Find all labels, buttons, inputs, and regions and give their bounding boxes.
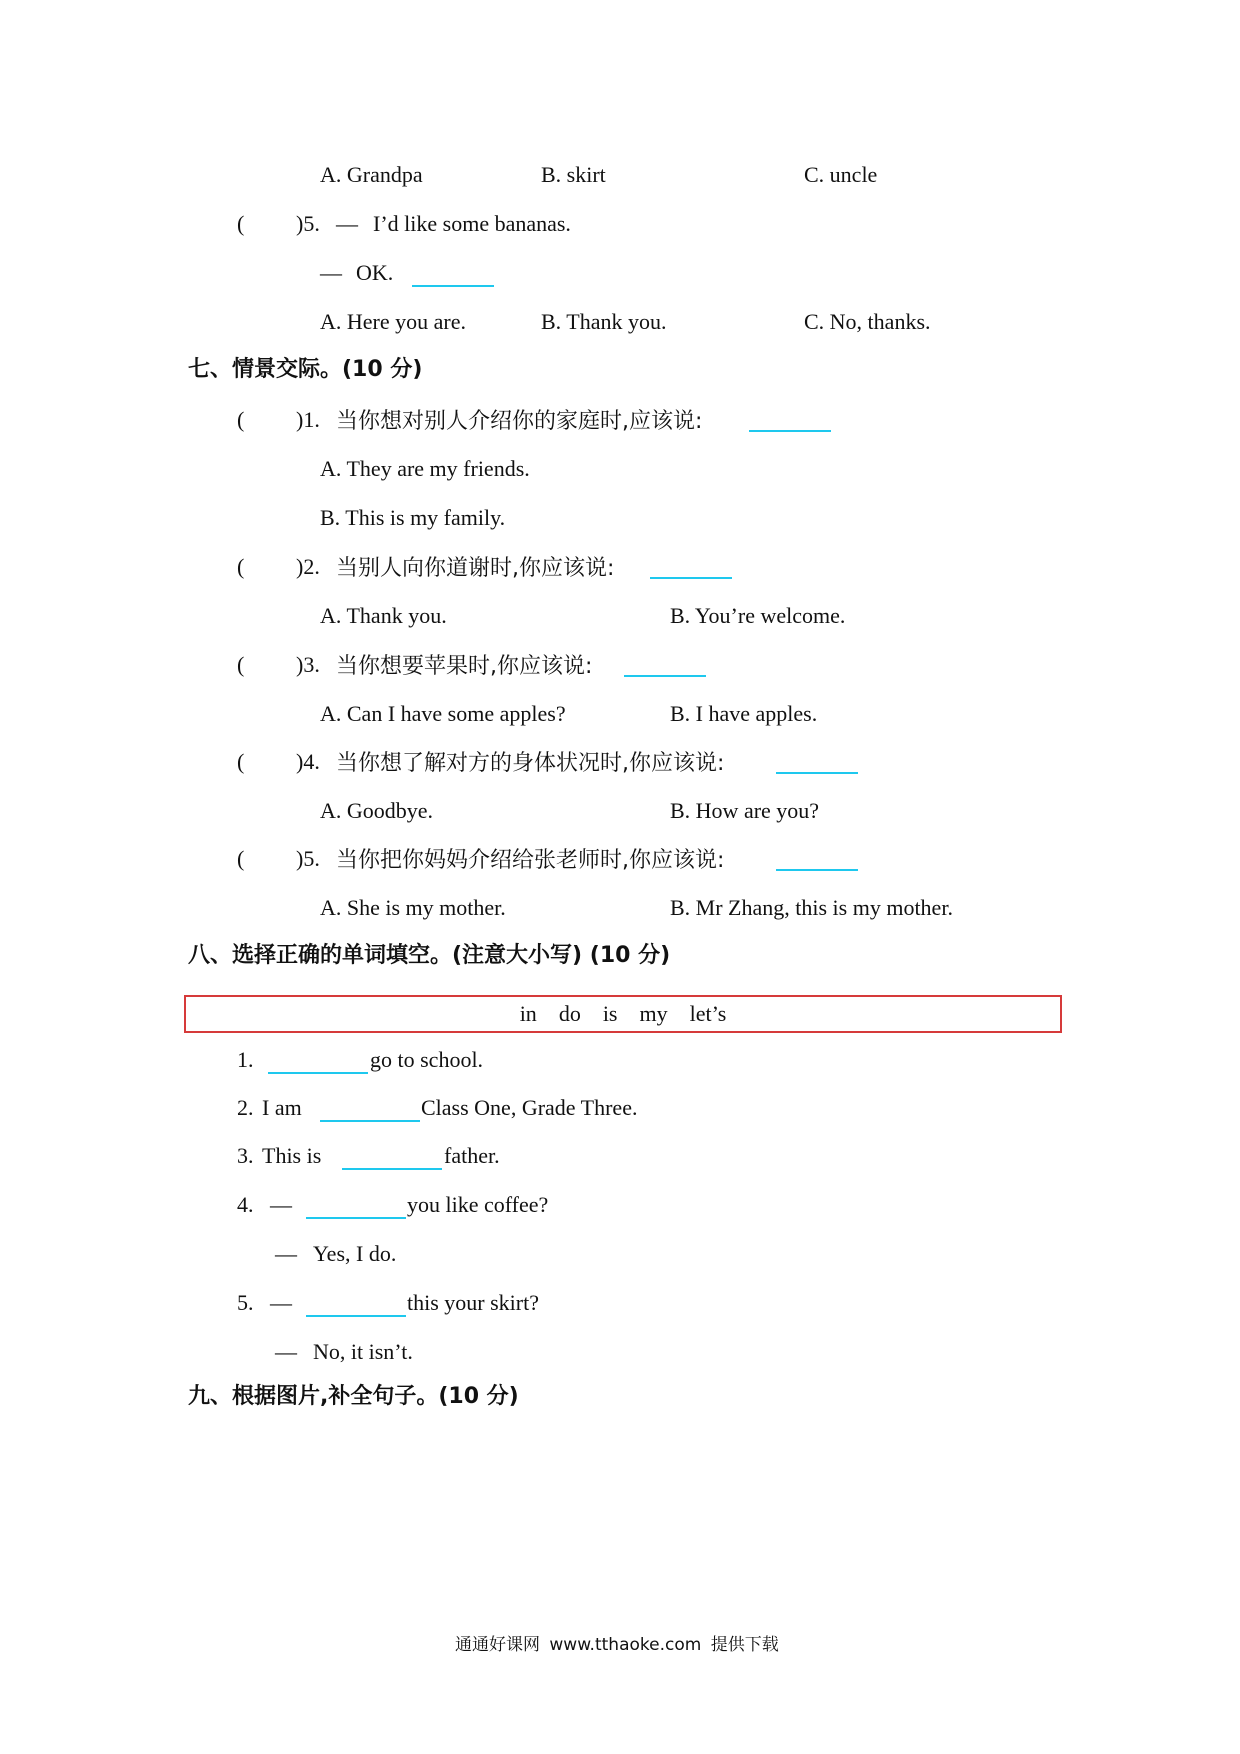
s8-q4-reply-dash: —: [275, 1241, 297, 1266]
s7-q1-blank[interactable]: [749, 408, 831, 437]
s8-q5-reply-dash: —: [275, 1339, 297, 1364]
s7-q4-option-b: B. How are you?: [670, 798, 820, 823]
word-bank: [186, 1001, 1060, 1027]
word-bank-box: [184, 995, 1062, 1033]
s7-q3-option-a: A. Can I have some apples?: [320, 701, 566, 726]
section7-title: 七、情景交际。(10 分): [188, 357, 423, 382]
section9-title: 九、根据图片,补全句子。(10 分): [188, 1384, 519, 1409]
s7-q2-prompt: 当别人向你道谢时,你应该说:: [336, 556, 615, 581]
s8-q4-reply: Yes, I do.: [313, 1241, 397, 1266]
section8-title: 八、选择正确的单词填空。(注意大小写) (10 分): [188, 943, 671, 968]
s7-q3-blank[interactable]: [624, 653, 706, 682]
q5-option-b: B. Thank you.: [541, 309, 667, 334]
q5-number: )5.: [296, 211, 320, 236]
footer: [455, 1630, 779, 1655]
word-bank-item: in: [519, 1001, 537, 1026]
s7-q1-paren: (: [237, 407, 245, 432]
footer-suffix: 提供下载: [710, 1635, 779, 1655]
q4-option-c: C. uncle: [804, 162, 878, 187]
s8-q4-dash: —: [270, 1192, 292, 1217]
s7-q5-prompt: 当你把你妈妈介绍给张老师时,你应该说:: [336, 848, 725, 873]
s7-q1-option-a: A. They are my friends.: [320, 456, 530, 481]
s8-q5-dash: —: [270, 1290, 292, 1315]
q5-dash: —: [336, 211, 358, 236]
s8-q4-after: you like coffee?: [407, 1192, 549, 1217]
s7-q1-prompt: 当你想对别人介绍你的家庭时,应该说:: [336, 409, 703, 434]
s8-q5-number: 5.: [237, 1290, 254, 1315]
s8-q3-before: This is: [262, 1143, 322, 1168]
q5-dash2: —: [320, 260, 342, 285]
s8-q1-blank[interactable]: [268, 1050, 368, 1079]
s8-q4-number: 4.: [237, 1192, 254, 1217]
s7-q1-option-b: B. This is my family.: [320, 505, 506, 530]
s7-q4-blank[interactable]: [776, 750, 858, 779]
s7-q5-blank[interactable]: [776, 847, 858, 876]
s7-q2-number: )2.: [296, 554, 320, 579]
s8-q1-after: go to school.: [370, 1047, 484, 1072]
q5-paren: (: [237, 211, 245, 236]
footer-url[interactable]: www.tthaoke.com: [549, 1635, 702, 1655]
s8-q2-blank[interactable]: [320, 1098, 420, 1127]
s7-q5-option-a: A. She is my mother.: [320, 895, 506, 920]
s7-q4-prompt: 当你想了解对方的身体状况时,你应该说:: [336, 751, 725, 776]
s7-q3-paren: (: [237, 652, 245, 677]
s8-q5-after: this your skirt?: [407, 1290, 539, 1315]
q5-line2: OK.: [356, 260, 394, 285]
s8-q4-blank[interactable]: [306, 1195, 406, 1224]
word-bank-item: my: [639, 1001, 668, 1026]
s7-q5-number: )5.: [296, 846, 320, 871]
s8-q2-number: 2.: [237, 1095, 254, 1120]
s7-q3-prompt: 当你想要苹果时,你应该说:: [336, 654, 593, 679]
s7-q2-blank[interactable]: [650, 555, 732, 584]
s8-q3-number: 3.: [237, 1143, 254, 1168]
s7-q5-paren: (: [237, 846, 245, 871]
word-bank-item: is: [602, 1001, 618, 1026]
s8-q5-reply: No, it isn’t.: [313, 1339, 413, 1364]
q5-option-c: C. No, thanks.: [804, 309, 931, 334]
s7-q2-paren: (: [237, 554, 245, 579]
s8-q3-after: father.: [444, 1143, 500, 1168]
s7-q4-option-a: A. Goodbye.: [320, 798, 434, 823]
s8-q2-before: I am: [262, 1095, 302, 1120]
s7-q5-option-b: B. Mr Zhang, this is my mother.: [670, 895, 953, 920]
s7-q3-number: )3.: [296, 652, 320, 677]
s8-q2-after: Class One, Grade Three.: [421, 1095, 638, 1120]
q5-option-a: A. Here you are.: [320, 309, 466, 334]
q5-answer-blank[interactable]: [412, 263, 494, 292]
q4-option-b: B. skirt: [541, 162, 606, 187]
s7-q4-paren: (: [237, 749, 245, 774]
s7-q2-option-b: B. You’re welcome.: [670, 603, 846, 628]
word-bank-item: let’s: [689, 1001, 727, 1026]
s8-q5-blank[interactable]: [306, 1293, 406, 1322]
s7-q4-number: )4.: [296, 749, 320, 774]
word-bank-item: do: [558, 1001, 581, 1026]
s7-q3-option-b: B. I have apples.: [670, 701, 818, 726]
q5-line1: I’d like some bananas.: [373, 211, 571, 236]
footer-site-name: 通通好课网: [455, 1635, 540, 1655]
s8-q1-number: 1.: [237, 1047, 254, 1072]
q4-option-a: A. Grandpa: [320, 162, 423, 187]
s8-q3-blank[interactable]: [342, 1146, 442, 1175]
s7-q2-option-a: A. Thank you.: [320, 603, 447, 628]
s7-q1-number: )1.: [296, 407, 320, 432]
